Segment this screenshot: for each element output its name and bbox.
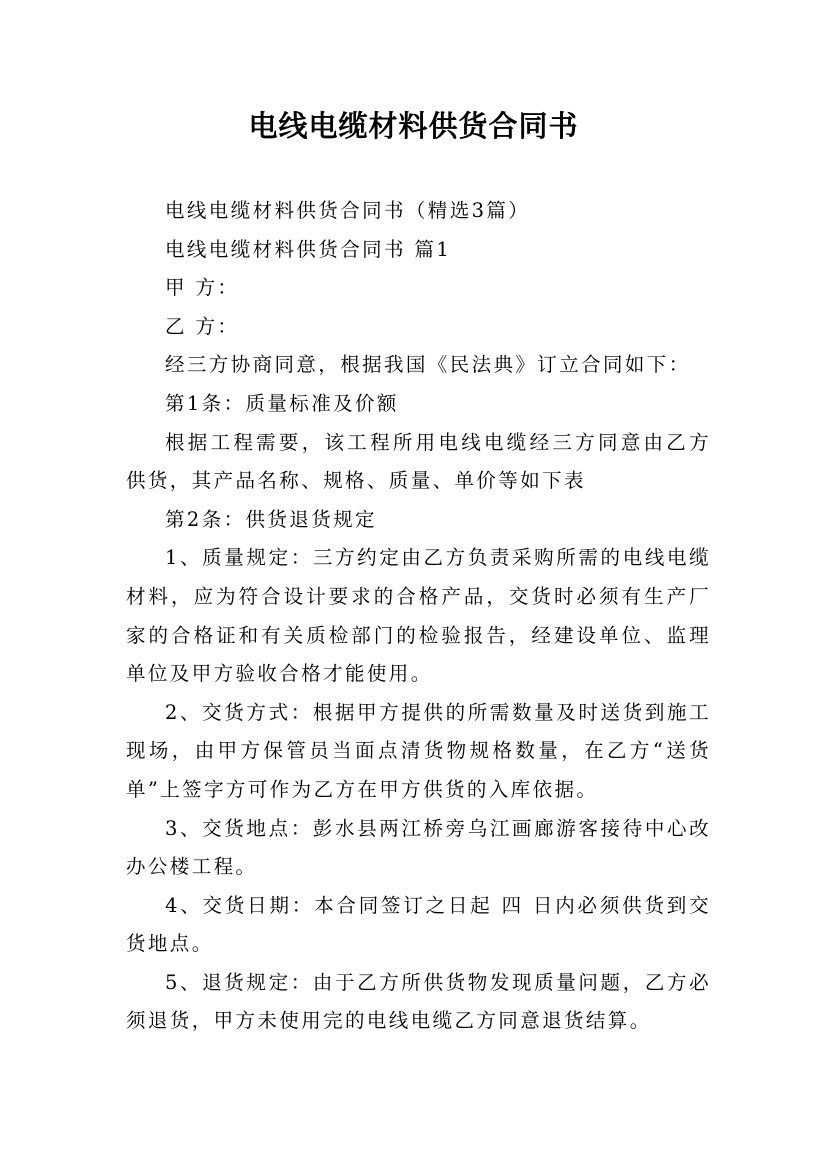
paragraph-section-heading: 电线电缆材料供货合同书 篇1 bbox=[165, 237, 452, 261]
document-title: 电线电缆材料供货合同书 bbox=[248, 109, 579, 143]
paragraph-delivery-place: 3、交货地点：彭水县两江桥旁乌江画廊游客接待中心改办公楼工程。 bbox=[126, 816, 711, 879]
paragraph-party-b: 乙 方： bbox=[165, 314, 240, 338]
paragraph-delivery-method: 2、交货方式：根据甲方提供的所需数量及时送货到施工现场，由甲方保管员当面点清货物规格数量，在乙方“送货单”上签字方可作为乙方在甲方供货的入库依据。 bbox=[126, 700, 711, 801]
document-body bbox=[126, 192, 711, 1041]
paragraph-delivery-date: 4、交货日期：本合同签订之日起 四 日内必须供货到交货地点。 bbox=[126, 893, 711, 956]
paragraph-article-1-heading: 第1条：质量标准及价额 bbox=[165, 391, 399, 415]
paragraph-quality-rule: 1、质量规定：三方约定由乙方负责采购所需的电线电缆材料，应为符合设计要求的合格产品，交货时必须有生产厂家的合格证和有关质检部门的检验报告，经建设单位、监理单位及甲方验收合格才能使用。 bbox=[126, 546, 711, 686]
paragraph-article-1-body: 根据工程需要，该工程所用电线电缆经三方同意由乙方供货，其产品名称、规格、质量、单价等如下表 bbox=[126, 430, 711, 493]
paragraph-party-a: 甲 方： bbox=[165, 276, 240, 300]
paragraph-subtitle: 电线电缆材料供货合同书（精选3篇） bbox=[165, 199, 531, 222]
paragraph-article-2-heading: 第2条：供货退货规定 bbox=[165, 507, 377, 531]
paragraph-preamble: 经三方协商同意，根据我国《民法典》订立合同如下： bbox=[165, 353, 691, 377]
paragraph-return-rule: 5、退货规定：由于乙方所供货物发现质量问题，乙方必须退货，甲方未使用完的电线电缆乙方同意退货结算。 bbox=[126, 970, 711, 1033]
